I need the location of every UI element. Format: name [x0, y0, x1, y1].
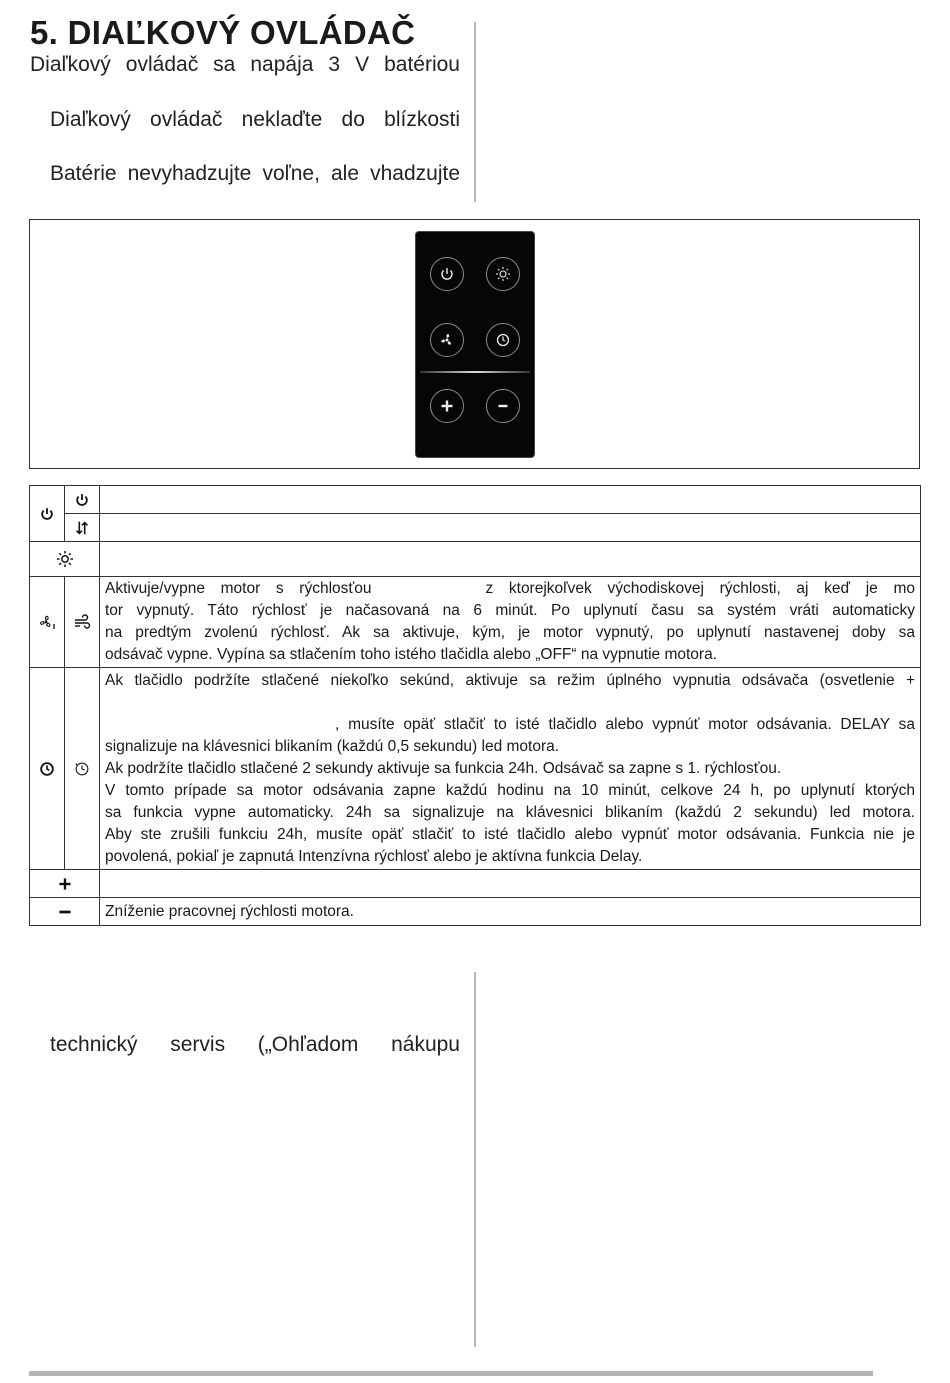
remote-power-button — [430, 257, 464, 291]
fan-speed-icon — [37, 612, 57, 632]
remote-plus-button — [430, 389, 464, 423]
delay-line-9: povolená, pokiaľ je zapnutá Intenzívna rýchlosť alebo je aktívna funkcia Delay. — [105, 847, 643, 865]
power-icon — [38, 505, 56, 523]
clock-24h-icon — [73, 760, 91, 778]
delay-line-7: sa funkcia vypne automaticky. 24h sa signalizuje na klávesnici blikaním (každú 2 sekundu) led motora. — [105, 803, 915, 821]
speed-change-cell — [65, 514, 100, 542]
delay-line-8: Aby ste zrušili funkciu 24h, musíte opäť stlačiť to isté tlačidlo alebo vypnúť motor odsávania. Funkcia nie je — [105, 825, 915, 843]
timer-icon — [493, 330, 513, 350]
intensive-speed-line-2: tor vypnutý. Táto rýchlosť je načasovaná na 6 minút. Po uplynutí času sa systém vráti automaticky — [105, 602, 915, 619]
table-row-speed-change — [30, 514, 921, 542]
section-title: 5. DIAĽKOVÝ OVLÁDAČ — [30, 14, 416, 51]
plus-icon — [57, 876, 73, 892]
column-divider-top — [474, 22, 476, 202]
table-row-light — [30, 542, 921, 577]
fan-icon — [437, 330, 457, 350]
minus-cell — [30, 898, 100, 926]
table-row-delay — [30, 668, 921, 870]
remote-minus-button — [486, 389, 520, 423]
remote-timer-button — [486, 323, 520, 357]
footer-bar — [29, 1371, 873, 1376]
light-cell — [30, 542, 100, 577]
minus-text: Zníženie pracovnej rýchlosti motora. — [100, 898, 921, 926]
delay-text — [100, 668, 921, 870]
delay-line-3: , musíte opäť stlačiť to isté tlačidlo alebo vypnúť motor odsávania. DELAY sa — [335, 715, 915, 733]
fan-cell — [30, 577, 65, 668]
minus-icon — [57, 904, 73, 920]
light-icon — [493, 264, 513, 284]
table-row-plus — [30, 870, 921, 898]
light-icon — [55, 549, 75, 569]
intro-line-disposal: Batérie nevyhadzujte voľne, ale vhadzujte — [50, 162, 460, 185]
delay-line-6: V tomto prípade sa motor odsávania zapne každú hodinu na 10 minút, celkove 24 h, po uplynutí ktorých — [105, 781, 915, 799]
plus-text — [100, 870, 921, 898]
intensive-speed-text-b: z ktorejkoľvek východiskovej rýchlosti, aj keď je mo — [485, 580, 915, 597]
delay-line-5: Ak podržíte tlačidlo stlačené 2 sekundy aktivuje sa funkcia 24h. Odsávač sa zapne s 1. rýchlosťou. — [105, 759, 782, 777]
service-line: technický servis („Ohľadom nákupu — [50, 1033, 460, 1056]
power-on-icon — [73, 491, 91, 509]
table-row-intensive-speed — [30, 577, 921, 668]
timer-icon — [38, 760, 56, 778]
intensive-speed-text — [100, 577, 921, 668]
up-down-arrows-icon — [73, 519, 91, 537]
speed-change-text — [100, 514, 921, 542]
clock-cell — [65, 668, 100, 870]
power-icon — [437, 264, 457, 284]
intensive-speed-text-a: Aktivuje/vypne motor s rýchlosťou — [105, 580, 372, 597]
remote-control-image — [416, 232, 534, 457]
power-on-text — [100, 486, 921, 514]
light-text — [100, 542, 921, 577]
plus-icon — [437, 396, 457, 416]
timer-cell — [30, 668, 65, 870]
table-row-power — [30, 486, 921, 514]
minus-icon — [493, 396, 513, 416]
table-row-minus — [30, 898, 921, 926]
delay-line-4: signalizuje na klávesnici blikaním (každú 0,5 sekundu) led motora. — [105, 737, 560, 755]
intro-line-battery: Diaľkový ovládač sa napája 3 V batériou — [30, 53, 460, 76]
remote-light-button — [486, 257, 520, 291]
delay-line-2 — [105, 692, 915, 714]
power-on-cell — [65, 486, 100, 514]
wind-cell — [65, 577, 100, 668]
wind-intensive-icon — [72, 612, 92, 632]
intensive-speed-line-3: na predtým zvolenú rýchlosť. Ak sa aktivuje, kým, je motor vypnutý, po uplynutí nastavenej doby sa — [105, 624, 915, 641]
power-cell — [30, 486, 65, 542]
intensive-speed-line-4: odsávač vypne. Vypína sa stlačením toho istého tlačidla alebo „OFF“ na vypnutie motora. — [105, 646, 717, 663]
column-divider-bottom — [474, 972, 476, 1347]
function-table — [29, 485, 921, 926]
remote-led-strip — [420, 371, 530, 373]
remote-fan-button — [430, 323, 464, 357]
plus-cell — [30, 870, 100, 898]
intro-line-placement: Diaľkový ovládač neklaďte do blízkosti — [50, 108, 460, 131]
delay-line-1: Ak tlačidlo podržíte stlačené niekoľko sekúnd, aktivuje sa režim úplného vypnutia odsávača (osvetlenie + — [105, 671, 915, 689]
